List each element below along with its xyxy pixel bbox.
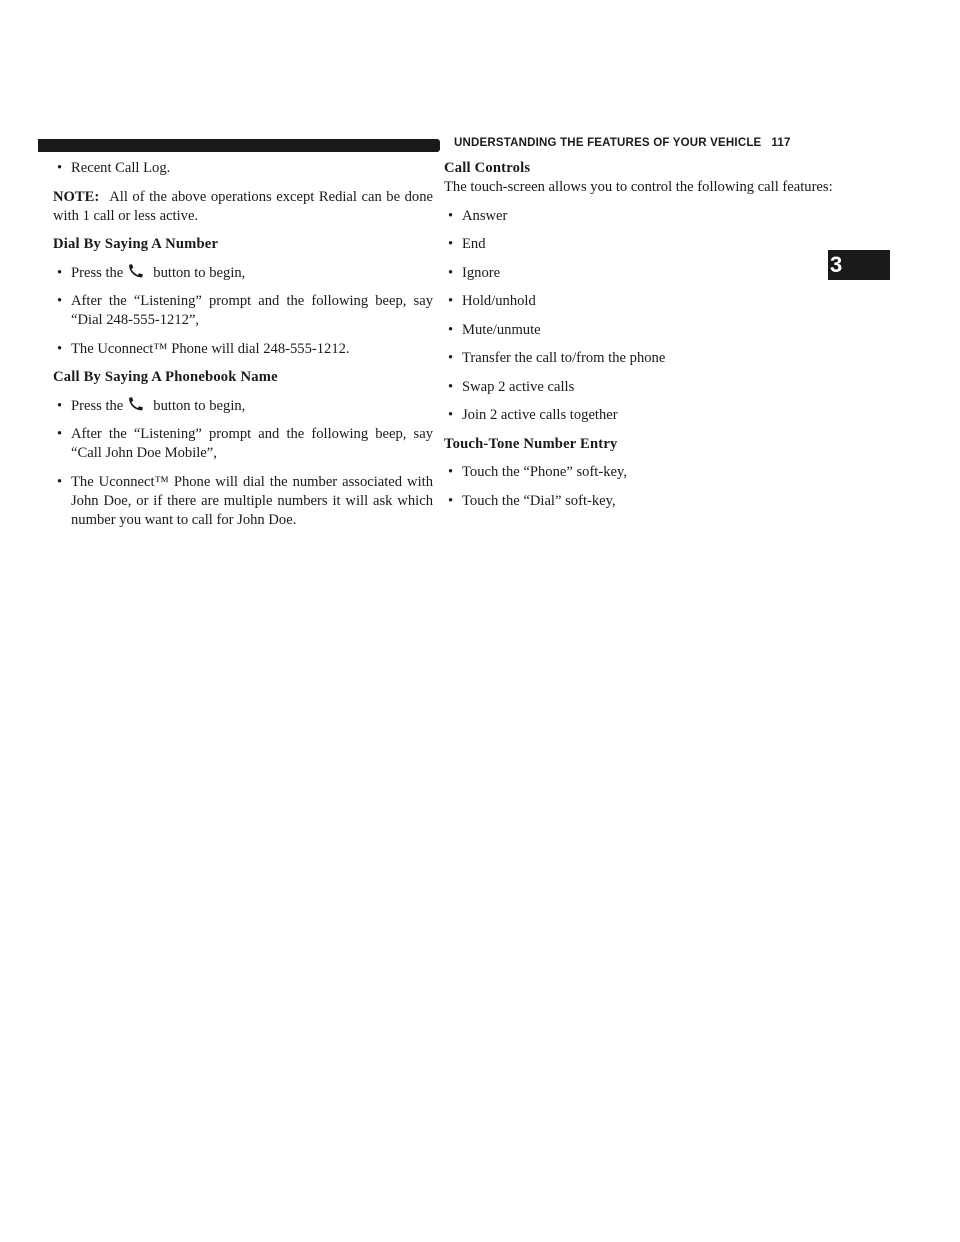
list-item: • After the “Listening” prompt and the following beep, say “Dial 248-555-1212”, <box>53 292 433 330</box>
list-item: • Mute/unmute <box>444 321 834 340</box>
list-item: • Join 2 active calls together <box>444 406 834 425</box>
list-item: • End <box>444 235 834 254</box>
phonebook-name-heading: Call By Saying A Phonebook Name <box>53 369 278 385</box>
right-column <box>444 159 834 520</box>
list-item: • Touch the “Dial” soft-key, <box>444 492 834 511</box>
note-paragraph <box>53 188 433 226</box>
section-title: UNDERSTANDING THE FEATURES OF YOUR VEHICLE <box>454 137 762 149</box>
running-header <box>454 137 791 149</box>
list-item: • Press the button to begin, <box>53 264 433 283</box>
header-bar <box>38 139 440 152</box>
touch-tone-heading: Touch-Tone Number Entry <box>444 435 618 452</box>
list-item: • Recent Call Log. <box>53 159 433 178</box>
list-item: • The Uconnect™ Phone will dial 248-555-1212. <box>53 340 433 359</box>
call-controls-list <box>444 207 834 426</box>
list-item: • Hold/unhold <box>444 292 834 311</box>
list-item: • Answer <box>444 207 834 226</box>
call-controls-heading: Call Controls <box>444 160 531 176</box>
list-item: • Swap 2 active calls <box>444 378 834 397</box>
list-item: • Press the button to begin, <box>53 397 433 416</box>
phone-handset-icon <box>127 264 145 278</box>
touch-tone-list <box>444 463 834 511</box>
phone-handset-icon <box>127 397 145 411</box>
list-item: • After the “Listening” prompt and the following beep, say “Call John Doe Mobile”, <box>53 425 433 463</box>
list-item: • Transfer the call to/from the phone <box>444 349 834 368</box>
note-label: NOTE: <box>53 188 100 205</box>
dial-number-heading: Dial By Saying A Number <box>53 236 219 252</box>
chapter-tab: 3 <box>828 250 890 280</box>
list-item: • Touch the “Phone” soft-key, <box>444 463 834 482</box>
page-number: 117 <box>771 137 791 149</box>
list-item: • Ignore <box>444 264 834 283</box>
note-text: All of the above operations except Redial can be done with 1 call or less active. <box>53 188 433 224</box>
left-column <box>53 159 433 539</box>
call-controls-intro: The touch-screen allows you to control the following call features: <box>444 179 833 195</box>
list-item: • The Uconnect™ Phone will dial the number associated with John Doe, or if there are multiple numbers it will ask which number you want to call for John Doe. <box>53 473 433 530</box>
